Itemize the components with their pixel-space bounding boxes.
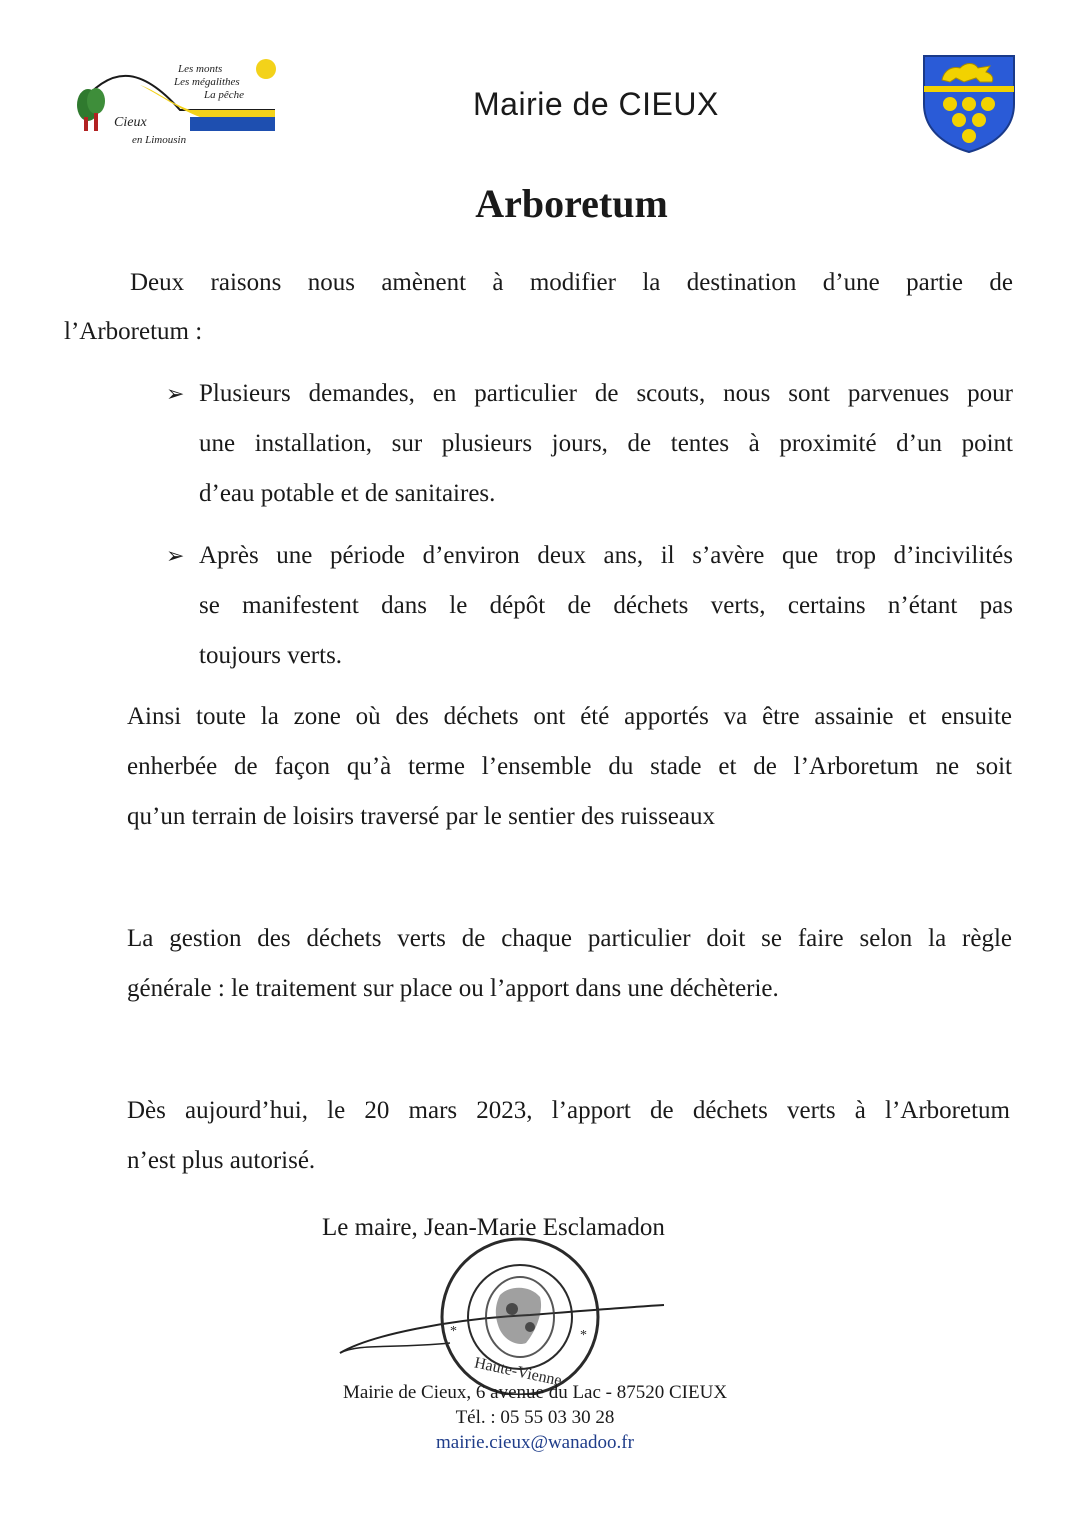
- paragraph-3-line-2: n’est plus autorisé.: [127, 1147, 316, 1174]
- svg-text:*: *: [450, 1324, 457, 1339]
- lion-and-bezants-shield-icon: [920, 52, 1018, 154]
- cieux-logo: [70, 55, 285, 155]
- tree-icon: [77, 88, 105, 131]
- mayor-signature-name: Le maire, Jean-Marie Esclamadon: [322, 1214, 665, 1241]
- bullet-2-line-1: Après une période d’environ deux ans, il s’avère que trop d’incivilités: [199, 542, 1013, 569]
- sun-icon: [256, 59, 276, 79]
- footer-email-link[interactable]: mairie.cieux@wanadoo.fr: [436, 1432, 634, 1453]
- paragraph-1-line-1: Ainsi toute la zone où des déchets ont été apportés va être assainie et ensuite: [127, 703, 1012, 730]
- paragraph-1-line-3: qu’un terrain de loisirs traversé par le sentier des ruisseaux: [127, 803, 715, 830]
- header-title: Mairie de CIEUX: [473, 86, 719, 122]
- paragraph-3-line-1: Dès aujourd’hui, le 20 mars 2023, l’apport de déchets verts à l’Arboretum: [127, 1097, 1010, 1124]
- footer-address: Mairie de Cieux, 6 avenue du Lac - 87520 CIEUX: [342, 1382, 728, 1403]
- paragraph-2-line-2: générale : le traitement sur place ou l’apport dans une déchèterie.: [127, 975, 779, 1002]
- town-hall-stamp: [330, 1235, 670, 1395]
- logo-text-line2: Les mégalithes: [174, 76, 240, 88]
- logo-region-name: en Limousin: [132, 134, 187, 146]
- logo-town-name: Cieux: [114, 115, 147, 130]
- bullet-2-line-2: se manifestent dans le dépôt de déchets verts, certains n’étant pas: [199, 592, 1013, 619]
- lake-icon: [190, 117, 275, 131]
- logo-text-line3: La pêche: [204, 89, 245, 101]
- bullet-1-line-2: une installation, sur plusieurs jours, de tentes à proximité d’un point: [199, 430, 1013, 457]
- paragraph-1-line-2: enherbée de façon qu’à terme l’ensemble du stade et de l’Arboretum ne soit: [127, 753, 1012, 780]
- bullet-1-line-1: Plusieurs demandes, en particulier de scouts, nous sont parvenues pour: [199, 380, 1013, 407]
- intro-line-1: Deux raisons nous amènent à modifier la destination d’une partie de: [130, 269, 1013, 296]
- footer-phone: Tél. : 05 55 03 30 28: [455, 1407, 615, 1428]
- intro-line-2: l’Arboretum :: [64, 318, 203, 345]
- logo-text-line1: Les monts: [178, 63, 223, 75]
- document-title: Arboretum: [475, 181, 668, 226]
- bullet-2-line-3: toujours verts.: [199, 642, 343, 669]
- svg-text:*: *: [580, 1328, 587, 1343]
- stamp-text: Haute-Vienne: [472, 1354, 564, 1390]
- bullet-arrow-icon: ➢: [166, 543, 185, 568]
- bullet-1-line-3: d’eau potable et de sanitaires.: [199, 480, 496, 507]
- paragraph-2-line-1: La gestion des déchets verts de chaque particulier doit se faire selon la règle: [127, 925, 1012, 952]
- bullet-arrow-icon: ➢: [166, 381, 185, 406]
